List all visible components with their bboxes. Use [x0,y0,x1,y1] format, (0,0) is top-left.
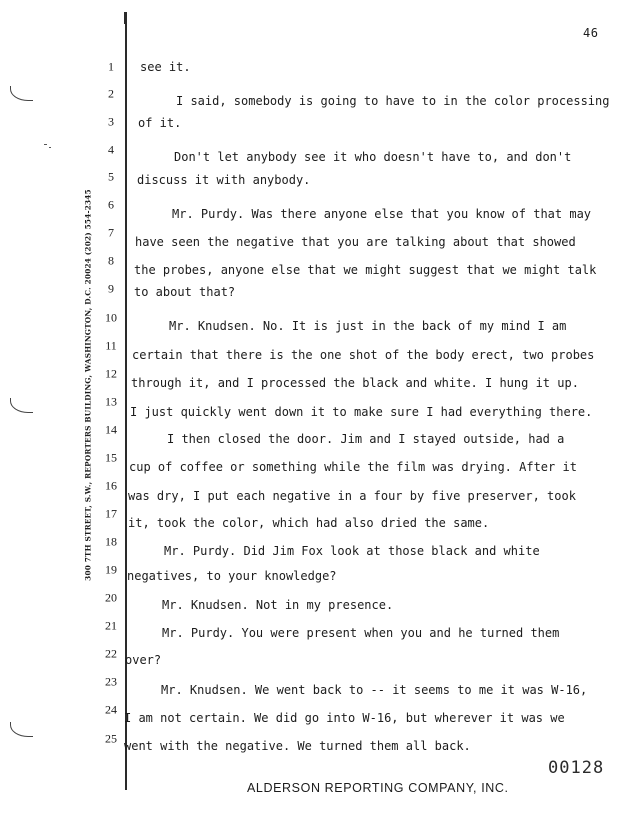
transcript-line: Mr. Knudsen. No. It is just in the back of my mind I am [169,319,567,333]
line-number: 8 [108,253,114,268]
transcript-line: over? [125,653,162,667]
line-number: 9 [108,281,114,296]
reporter-address: 300 7TH STREET, S.W., REPORTERS BUILDING, WASHINGTON, D.C. 20024 (202) 554-2345 [83,189,93,581]
scan-speck [44,144,47,145]
binder-hole-mark [10,398,33,413]
transcript-line: discuss it with anybody. [137,173,311,187]
line-number: 12 [105,366,117,381]
line-number: 25 [105,731,117,746]
line-number: 15 [105,450,117,465]
line-number: 24 [105,702,117,717]
line-number: 23 [105,674,117,689]
transcript-line: I just quickly went down it to make sure I had everything there. [130,405,593,419]
line-number: 7 [108,225,114,240]
margin-rule [125,20,127,790]
line-number: 6 [108,197,114,212]
line-number: 1 [108,59,114,74]
binder-hole-mark [10,722,33,737]
transcript-line: have seen the negative that you are talking about that showed [135,235,576,249]
line-number: 2 [108,86,114,101]
scan-speck [49,147,51,148]
line-number: 14 [105,422,117,437]
transcript-line: Mr. Purdy. Was there anyone else that you know of that may [172,207,592,221]
transcript-line: it, took the color, which had also dried the same. [128,516,490,530]
transcript-line: cup of coffee or something while the film was drying. After it [129,460,577,474]
transcript-line: to about that? [134,285,236,299]
line-number: 3 [108,114,114,129]
line-number: 5 [108,169,114,184]
line-number: 17 [105,506,117,521]
transcript-line: Don't let anybody see it who doesn't have to, and don't [174,150,572,164]
reporting-company-footer: ALDERSON REPORTING COMPANY, INC. [247,781,509,795]
transcript-line: I said, somebody is going to have to in the color processing [176,94,610,108]
transcript-line: the probes, anyone else that we might suggest that we might talk [134,263,597,277]
line-number: 18 [105,534,117,549]
transcript-line: Mr. Purdy. You were present when you and he turned them [162,626,560,640]
transcript-line: Mr. Knudsen. Not in my presence. [162,598,394,612]
line-number: 11 [105,338,117,353]
page-number: 46 [583,26,599,40]
line-number: 20 [105,590,117,605]
line-number: 10 [105,310,117,325]
line-number: 19 [105,562,117,577]
transcript-line: I am not certain. We did go into W-16, but wherever it was we [124,711,565,725]
line-number: 22 [105,646,117,661]
transcript-line: Mr. Knudsen. We went back to -- it seems to me it was W-16, [161,683,588,697]
bates-stamp: 00128 [548,758,605,778]
binder-hole-mark [10,86,33,101]
transcript-line: through it, and I processed the black and white. I hung it up. [131,376,579,390]
line-number: 13 [105,394,117,409]
transcript-line: negatives, to your knowledge? [127,569,337,583]
line-number: 16 [105,478,117,493]
transcript-line: of it. [138,116,182,130]
transcript-line: I then closed the door. Jim and I stayed outside, had a [167,432,565,446]
transcript-line: certain that there is the one shot of the body erect, two probes [132,348,595,362]
line-number: 21 [105,618,117,633]
transcript-line: Mr. Purdy. Did Jim Fox look at those black and white [164,544,540,558]
transcript-line: was dry, I put each negative in a four by five preserver, took [128,489,576,503]
transcript-line: went with the negative. We turned them all back. [124,739,471,753]
line-number: 4 [108,142,114,157]
transcript-line: see it. [140,60,191,74]
